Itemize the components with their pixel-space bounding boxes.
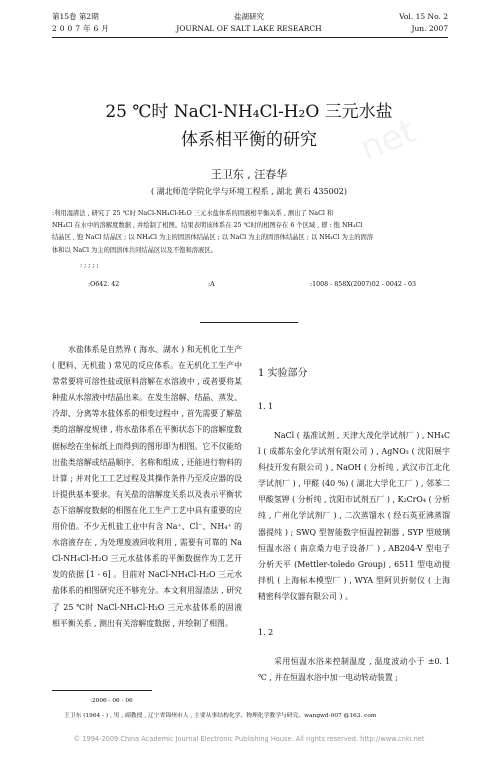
header-date: 2 0 0 7 年 6 月 <box>52 24 110 33</box>
author-bio: 王卫东 (1964 - ) , 男 , 副教授 , 辽宁省锦州市人 , 主要从事结构化学、物理化学教学与研究。wangwd-007 @163. com <box>64 713 377 719</box>
abstract-line: NH₄Cl 在水中的溶解度数据 , 并绘制了相图。结果表明该体系在 25 ℃时的相图存在 6 个区域 , 即 : 饱 NH₄Cl <box>52 222 363 230</box>
subsection-1-2: 1. 2 <box>258 628 274 637</box>
header-date-en: Jun. 2007 <box>411 24 448 33</box>
clc-number: :O642. 42 <box>88 281 120 288</box>
paper-title-line1: 25 ℃时 NaCl-NH₄Cl-H₂O 三元水盐 <box>105 102 393 122</box>
abstract <box>52 208 452 257</box>
subsection-1-1: 1. 1 <box>258 402 274 411</box>
header-journal-cn: 盐湖研究 <box>234 12 264 21</box>
abstract-line: :利用湿渣法 , 研究了 25 ℃时 NaCl-NH₄Cl-H₂O 三元水盐体系的固液相平衡关系 , 测出了 NaCl 和 <box>52 210 334 217</box>
footnote-rule <box>52 690 152 691</box>
header-volume-issue: 第15卷 第2期 <box>52 12 99 21</box>
abstract-line: 结晶区 , 饱 NaCl 结晶区 ; 以 NH₄Cl 为主的固溶体结晶区 ; 以 NaCl 为主的固溶体结晶区 ; 以 NH₄Cl 为主的固溶 <box>52 234 374 242</box>
reagents-paragraph: NaCl ( 基准试剂 , 天津大茂化学试剂厂 ) , NH₄Cl ( 成都东金化学试剂有限公司 ) , AgNO₃ ( 沈阳展宇科技开发有限公司 ) , NaOH ( 分析纯 , 武汉市江北化学试剂厂 ) , 甲醛 (40 %) ( 湖北大学化工厂 ) , 邻苯二甲酸氢钾 ( 分析纯 , 沈阳市试剂五厂 ) , K₂CrO₄ ( 分析纯 , 广州化学试剂厂 ) , 二次蒸馏水 ( 经石英亚沸蒸馏器提纯 ) ; SWQ 型智能数字恒温控制器 , SYP 型玻璃恒温水浴 ( 南京桑力电子设备厂 ) , AB204-V 型电子分析天平 (Mettler-toledo Group) , 6511 型电动搅拌机 ( 上海标本模型厂 ) , WYA 型阿贝折射仪 ( 上海精密科学仪器有限公司 ) 。 <box>258 431 450 601</box>
article-id: :1008 - 858X(2007)02 - 0042 - 03 <box>310 281 417 288</box>
section-heading: 1 实验部分 <box>258 368 308 379</box>
header-journal-en: JOURNAL OF SALT LAKE RESEARCH <box>176 24 322 33</box>
method-paragraph: 采用恒温水浴来控制温度 , 温度波动小于 ±0. 1 ℃ , 并在恒温水浴中加一电动转动装置 ; <box>258 657 450 683</box>
header-vol-en: Vol. 15 No. 2 <box>399 12 448 21</box>
document-code: :A <box>208 281 215 288</box>
watermark: net <box>354 111 422 169</box>
author-list: 王卫东 , 汪春华 <box>210 168 288 181</box>
received-date: :2006 - 06 - 06 <box>90 698 133 704</box>
abstract-divider <box>200 322 298 323</box>
keywords: : ; ; ; ; <box>80 262 99 269</box>
affiliation: ( 湖北师范学院化学与环境工程系 , 湖北 黄石 435002) <box>150 187 348 196</box>
header-rule <box>52 37 448 38</box>
copyright-notice: © 1994-2009 China Academic Journal Electronic Publishing House. All rights reserved. http://www.cnki.net <box>73 735 425 743</box>
paper-title-line2: 体系相平衡的研究 <box>181 130 317 150</box>
introduction-text: 水盐体系是自然界 ( 海水、湖水 ) 和无机化工生产 ( 肥料、无机盐 ) 常见的反应体系。在无机化工生产中常常要将可溶性盐或原料溶解在水溶液中 , 或者要将某种盐从水溶液中结晶出来。在发生溶解、结晶、蒸发、冷却、分离等水盐体系的相变过程中 , 首先需要了解盐类的溶解度规律 , 将水盐体系在平衡状态下的溶解度数据标绘在坐标纸上而得到的图形即为相图。它不仅能给出盐类溶解或结晶顺序、名称和组成 , 还能进行物料的计算 ; 并对化工工艺过程及其操作条件乃至反应器的设计提供基本要求。有关盐的溶解度关系以及表示平衡状态下溶解度数据的相图在化工生产工艺中具有重要的应用价值。不少无机盐工业中有含 Na⁺、Cl⁻、NH₄⁺ 的水溶液存在 , 为处理废液回收利用 , 需要有可靠的 NaCl-NH₄Cl-H₂O 三元水盐体系的平衡数据作为工艺开发的依据 [1 - 6] 。目前对 NaCl-NH₄Cl-H₂O 三元水盐体系的相图研究还不够充分。本文利用湿渣法 , 研究了 25 ℃时 NaCl-NH₄Cl-H₂O 三元水盐体系的固液相平衡关系 , 测出有关溶解度数据 , 并绘制了相图。 <box>52 345 243 628</box>
abstract-line: 体和以 NaCl 为主的固溶体共同结晶区以及不饱和溶液区。 <box>52 246 217 254</box>
